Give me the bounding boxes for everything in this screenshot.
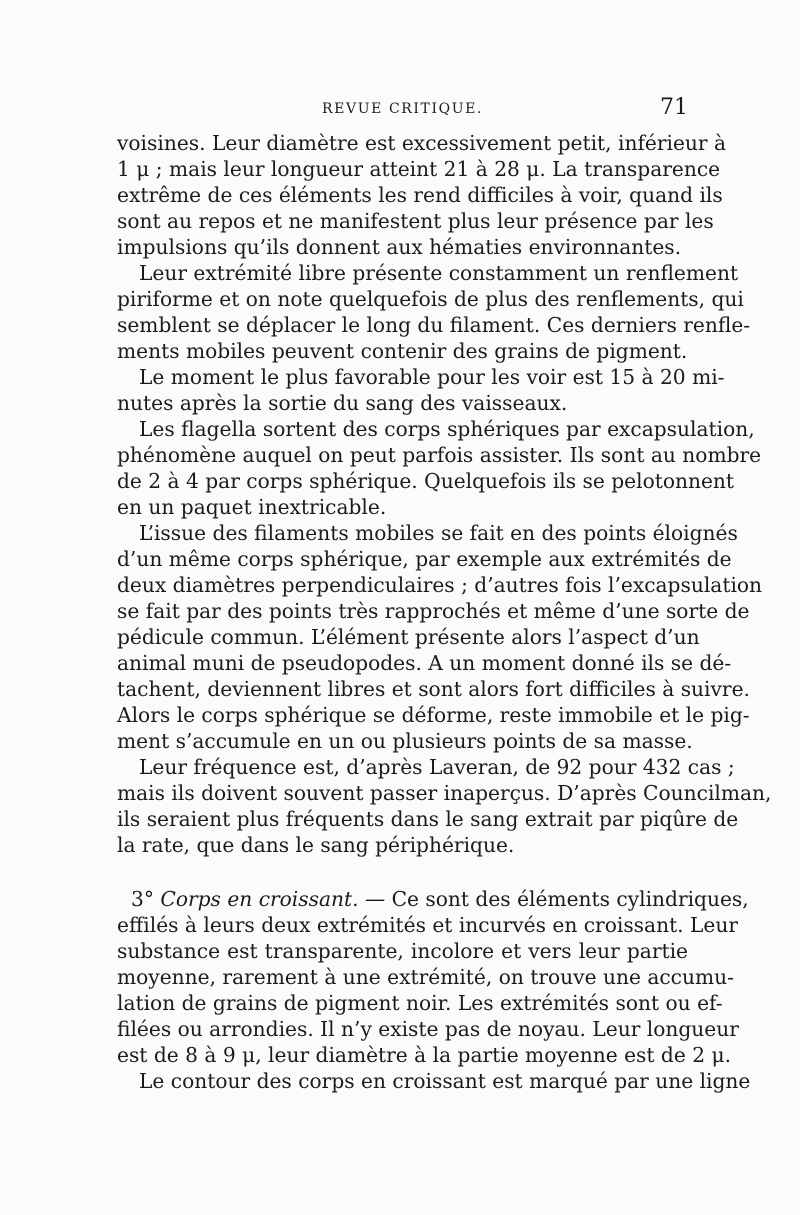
section-title: Corps en croissant.	[160, 887, 359, 911]
page-number: 71	[660, 95, 688, 120]
text-line: Leur fréquence est, d’après Laveran, de 92 pour 432 cas ;	[139, 755, 735, 779]
text-line: en un paquet inextricable.	[117, 495, 387, 519]
text-line: d’un même corps sphérique, par exemple aux extrémités de	[117, 547, 732, 571]
text-line: sont au repos et ne manifestent plus leur présence par les	[117, 209, 714, 233]
text-line: ment s’accumule en un ou plusieurs points de sa masse.	[117, 729, 693, 753]
section-first-line-text: — Ce sont des éléments cylindriques,	[358, 887, 749, 911]
section-gap	[117, 858, 688, 886]
text-line: Alors le corps sphérique se déforme, reste immobile et le pig-	[117, 703, 750, 727]
text-line: Le contour des corps en croissant est marqué par une ligne	[139, 1069, 751, 1093]
text-line: Les flagella sortent des corps sphériques par excapsulation,	[139, 417, 755, 441]
text-line: semblent se déplacer le long du filament. Ces derniers renfle-	[117, 313, 751, 337]
text-line: phénomène auquel on peut parfois assister. Ils sont au nombre	[117, 443, 762, 467]
text-line: Le moment le plus favorable pour les voir est 15 à 20 mi-	[139, 365, 725, 389]
text-line: piriforme et on note quelquefois de plus des renflements, qui	[117, 287, 744, 311]
text-line: 1 μ ; mais leur longueur atteint 21 à 28 μ. La transparence	[117, 157, 721, 181]
text-line: pédicule commun. L’élément présente alors l’aspect d’un	[117, 625, 700, 649]
text-line: L’issue des filaments mobiles se fait en des points éloignés	[139, 521, 738, 545]
text-line: impulsions qu’ils donnent aux hématies environnantes.	[117, 235, 682, 259]
section-number: 3°	[131, 887, 154, 911]
text-line: la rate, que dans le sang périphérique.	[117, 833, 515, 857]
running-head	[117, 95, 688, 123]
text-line: ils seraient plus fréquents dans le sang extrait par piqûre de	[117, 807, 739, 831]
body-text	[117, 130, 772, 1094]
running-title: REVUE CRITIQUE.	[322, 101, 483, 117]
text-line: tachent, deviennent libres et sont alors fort difficiles à suivre.	[117, 677, 750, 701]
text-line: voisines. Leur diamètre est excessivement petit, inférieur à	[117, 131, 727, 155]
text-line: extrême de ces éléments les rend difficiles à voir, quand ils	[117, 183, 723, 207]
text-line: Leur extrémité libre présente constamment un renflement	[139, 261, 739, 285]
text-line: animal muni de pseudopodes. A un moment donné ils se dé-	[117, 651, 732, 675]
text-line: effilés à leurs deux extrémités et incurvés en croissant. Leur	[117, 913, 739, 937]
text-line: filées ou arrondies. Il n’y existe pas de noyau. Leur longueur	[117, 1017, 739, 1041]
text-line: de 2 à 4 par corps sphérique. Quelquefois ils se pelotonnent	[117, 469, 735, 493]
text-line: substance est transparente, incolore et vers leur partie	[117, 939, 688, 963]
section-heading-line	[117, 886, 749, 912]
text-line: est de 8 à 9 μ, leur diamètre à la partie moyenne est de 2 μ.	[117, 1043, 731, 1067]
text-line: moyenne, rarement à une extrémité, on trouve une accumu-	[117, 965, 734, 989]
text-line: deux diamètres perpendiculaires ; d’autres fois l’excapsulation	[117, 573, 763, 597]
text-line: nutes après la sortie du sang des vaisseaux.	[117, 391, 568, 415]
text-line: se fait par des points très rapprochés et même d’une sorte de	[117, 599, 750, 623]
text-line: mais ils doivent souvent passer inaperçus. D’après Councilman,	[117, 781, 772, 805]
text-line: lation de grains de pigment noir. Les extrémités sont ou ef-	[117, 991, 723, 1015]
text-line: ments mobiles peuvent contenir des grains de pigment.	[117, 339, 688, 363]
